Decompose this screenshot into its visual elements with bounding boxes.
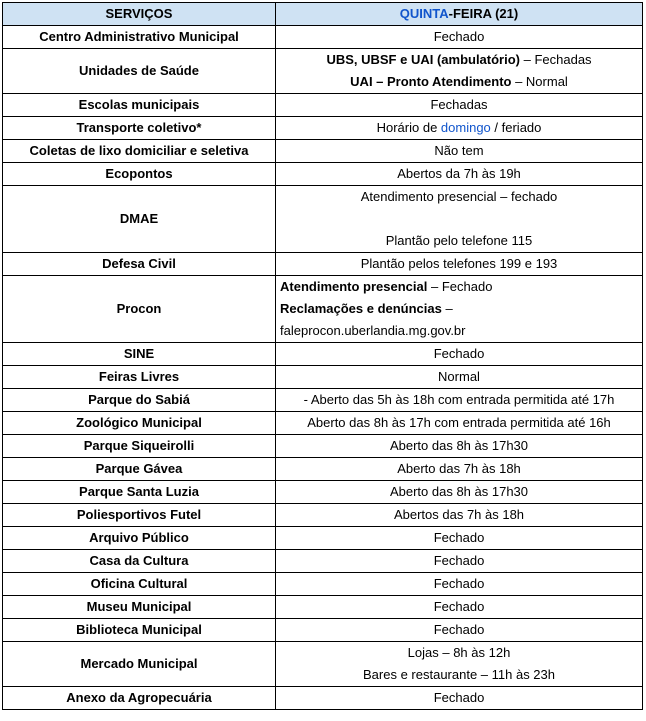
- service-name: Parque Siqueirolli: [3, 435, 276, 458]
- service-name: Biblioteca Municipal: [3, 619, 276, 642]
- table-row: [3, 26, 643, 49]
- service-status: Fechado: [276, 26, 643, 49]
- table-row: [3, 94, 643, 117]
- service-status: Aberto das 7h às 18h: [276, 458, 643, 481]
- status-text: – Normal: [511, 74, 568, 89]
- table-row: [3, 596, 643, 619]
- header-row: [3, 3, 643, 26]
- service-status: [276, 186, 643, 253]
- service-name: Casa da Cultura: [3, 550, 276, 573]
- table-row: [3, 253, 643, 276]
- status-text: feriado: [501, 120, 542, 135]
- table-row: [3, 49, 643, 94]
- service-status: Fechado: [276, 343, 643, 366]
- service-status: Não tem: [276, 140, 643, 163]
- services-schedule-table: [2, 2, 643, 710]
- service-name: Zoológico Municipal: [3, 412, 276, 435]
- service-name: Escolas municipais: [3, 94, 276, 117]
- table-row: [3, 276, 643, 343]
- header-day: [276, 3, 643, 26]
- service-status: Aberto das 8h às 17h30: [276, 481, 643, 504]
- service-status: - Aberto das 5h às 18h com entrada permitida até 17h: [276, 389, 643, 412]
- service-name: Procon: [3, 276, 276, 343]
- table-row: [3, 140, 643, 163]
- status-text: Horário de: [376, 120, 441, 135]
- table-row: [3, 458, 643, 481]
- service-status: Fechado: [276, 573, 643, 596]
- status-line: Plantão pelo telefone 115: [385, 233, 533, 248]
- service-status: Fechadas: [276, 94, 643, 117]
- service-name: Feiras Livres: [3, 366, 276, 389]
- service-status: Fechado: [276, 619, 643, 642]
- service-status: [276, 49, 643, 94]
- status-text: /: [490, 120, 502, 135]
- table-row: [3, 619, 643, 642]
- table-row: [3, 504, 643, 527]
- service-name: Transporte coletivo*: [3, 117, 276, 140]
- domingo-link[interactable]: domingo: [440, 120, 491, 135]
- service-name: Museu Municipal: [3, 596, 276, 619]
- service-name: Centro Administrativo Municipal: [3, 26, 276, 49]
- service-status: Aberto das 8h às 17h30: [276, 435, 643, 458]
- status-text: – Fechadas: [520, 52, 592, 67]
- status-text: – Fechado: [427, 279, 493, 294]
- status-line: Bares e restaurante – 11h às 23h: [363, 667, 555, 682]
- table-row: [3, 642, 643, 687]
- service-status: Aberto das 8h às 17h com entrada permitida até 16h: [276, 412, 643, 435]
- service-name: Arquivo Público: [3, 527, 276, 550]
- service-status: Fechado: [276, 596, 643, 619]
- service-status: Fechado: [276, 687, 643, 710]
- service-status: Fechado: [276, 527, 643, 550]
- table-row: [3, 343, 643, 366]
- table-row: [3, 117, 643, 140]
- status-text: –: [441, 301, 453, 316]
- table-row: [3, 550, 643, 573]
- service-name: Defesa Civil: [3, 253, 276, 276]
- service-status: Normal: [276, 366, 643, 389]
- service-name: Mercado Municipal: [3, 642, 276, 687]
- service-name: Poliesportivos Futel: [3, 504, 276, 527]
- service-name: Oficina Cultural: [3, 573, 276, 596]
- status-line: Lojas – 8h às 12h: [407, 645, 511, 660]
- service-status: Abertos da 7h às 19h: [276, 163, 643, 186]
- service-status: [276, 117, 643, 140]
- status-bold: Reclamações e denúncias: [280, 301, 442, 316]
- service-name: Anexo da Agropecuária: [3, 687, 276, 710]
- header-day-rest: -FEIRA (21): [448, 6, 519, 21]
- table-row: [3, 435, 643, 458]
- table-row: [3, 687, 643, 710]
- header-day-highlight: QUINTA: [399, 6, 449, 21]
- service-name: Parque Gávea: [3, 458, 276, 481]
- header-services: SERVIÇOS: [3, 3, 276, 26]
- service-name: Parque Santa Luzia: [3, 481, 276, 504]
- service-status: Fechado: [276, 550, 643, 573]
- status-bold: UAI – Pronto Atendimento: [350, 74, 512, 89]
- table-row: [3, 527, 643, 550]
- table-row: [3, 366, 643, 389]
- table-row: [3, 481, 643, 504]
- table-row: [3, 389, 643, 412]
- service-status: [276, 276, 643, 343]
- service-name: SINE: [3, 343, 276, 366]
- table-row: [3, 412, 643, 435]
- service-status: Abertos das 7h às 18h: [276, 504, 643, 527]
- service-name: Parque do Sabiá: [3, 389, 276, 412]
- table-row: [3, 573, 643, 596]
- service-name: Coletas de lixo domiciliar e seletiva: [3, 140, 276, 163]
- service-name: Ecopontos: [3, 163, 276, 186]
- table-row: [3, 163, 643, 186]
- procon-email: faleprocon.uberlandia.mg.gov.br: [280, 323, 466, 338]
- service-name: DMAE: [3, 186, 276, 253]
- service-name: Unidades de Saúde: [3, 49, 276, 94]
- table-row: [3, 186, 643, 253]
- status-bold: UBS, UBSF e UAI (ambulatório): [326, 52, 521, 67]
- status-line: Atendimento presencial – fechado: [360, 189, 558, 204]
- service-status: [276, 642, 643, 687]
- status-bold: Atendimento presencial: [280, 279, 428, 294]
- service-status: Plantão pelos telefones 199 e 193: [276, 253, 643, 276]
